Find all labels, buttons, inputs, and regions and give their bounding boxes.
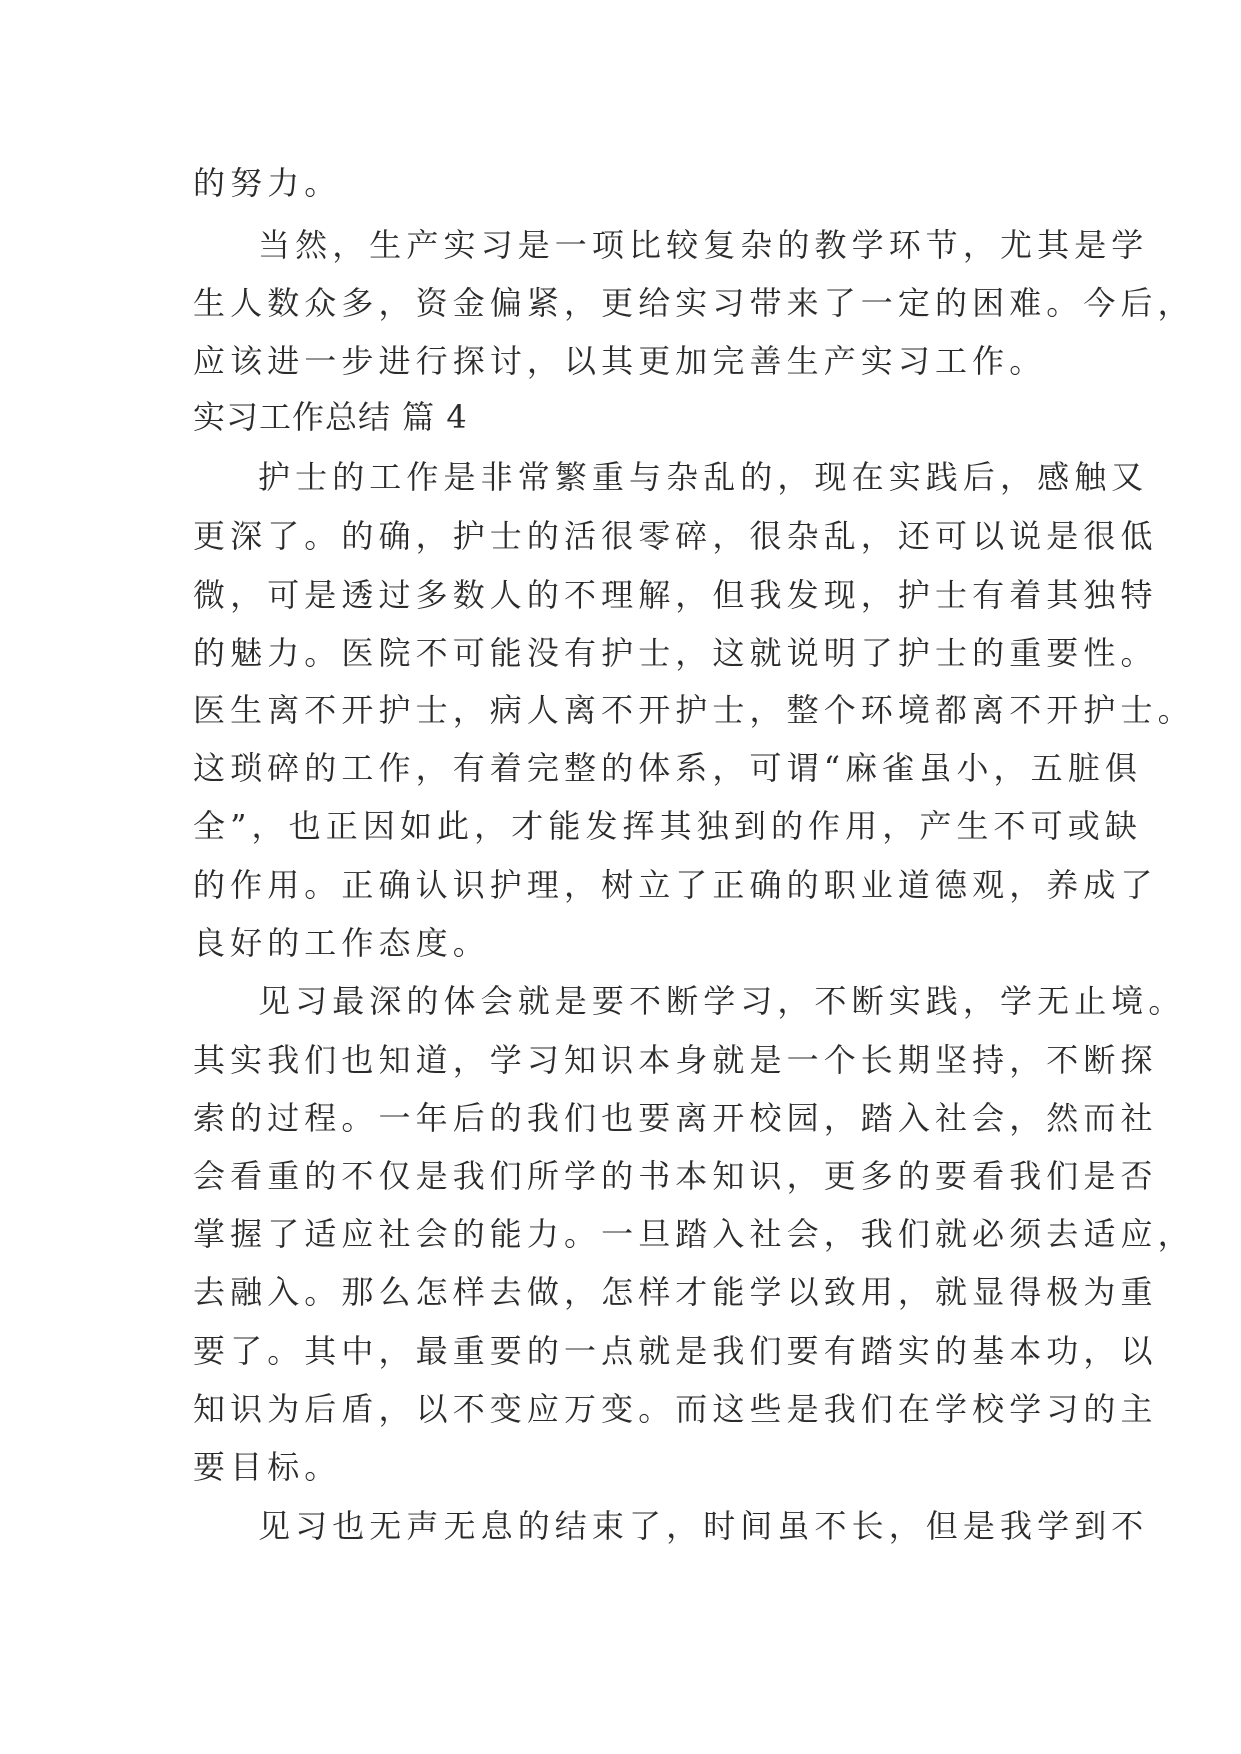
text-line: 医生离不开护士，病人离不开护士，整个环境都离不开护士。 [193,691,1195,729]
text-line: 掌握了适应社会的能力。一旦踏入社会，我们就必须去适应， [193,1215,1195,1253]
text-line: 知识为后盾，以不变应万变。而这些是我们在学校学习的主 [193,1390,1158,1428]
text-line: 要了。其中，最重要的一点就是我们要有踏实的基本功，以 [193,1332,1158,1370]
text-line: 去融入。那么怎样去做，怎样才能学以致用，就显得极为重 [193,1273,1158,1311]
paragraph-start: 当然，生产实习是一项比较复杂的教学环节，尤其是学 [258,226,1149,264]
text-line: 索的过程。一年后的我们也要离开校园，踏入社会，然而社 [193,1099,1158,1137]
text-line: 这琐碎的工作，有着完整的体系，可谓“麻雀虽小，五脏俱 [193,749,1142,787]
text-line: 其实我们也知道，学习知识本身就是一个长期坚持，不断探 [193,1041,1158,1079]
text-line: 的作用。正确认识护理，树立了正确的职业道德观，养成了 [193,866,1158,904]
text-line: 生人数众多，资金偏紧，更给实习带来了一定的困难。今后， [193,284,1195,322]
section-heading: 实习工作总结 篇 4 [193,398,468,436]
text-line: 的魅力。医院不可能没有护士，这就说明了护士的重要性。 [193,634,1158,672]
text-line: 要目标。 [193,1448,342,1486]
paragraph-start: 见习也无声无息的结束了，时间虽不长，但是我学到不 [258,1507,1149,1545]
text-line: 应该进一步进行探讨，以其更加完善生产实习工作。 [193,342,1047,380]
text-line: 良好的工作态度。 [193,924,490,962]
text-line: 全”，也正因如此，才能发挥其独到的作用，产生不可或缺 [193,807,1142,845]
text-line: 会看重的不仅是我们所学的书本知识，更多的要看我们是否 [193,1157,1158,1195]
paragraph-start: 护士的工作是非常繁重与杂乱的，现在实践后，感触又 [258,458,1149,496]
text-line: 微，可是透过多数人的不理解，但我发现，护士有着其独特 [193,576,1158,614]
text-line: 的努力。 [193,164,342,202]
text-line: 更深了。的确，护士的活很零碎，很杂乱，还可以说是很低 [193,517,1158,555]
paragraph-start: 见习最深的体会就是要不断学习，不断实践，学无止境。 [258,982,1186,1020]
